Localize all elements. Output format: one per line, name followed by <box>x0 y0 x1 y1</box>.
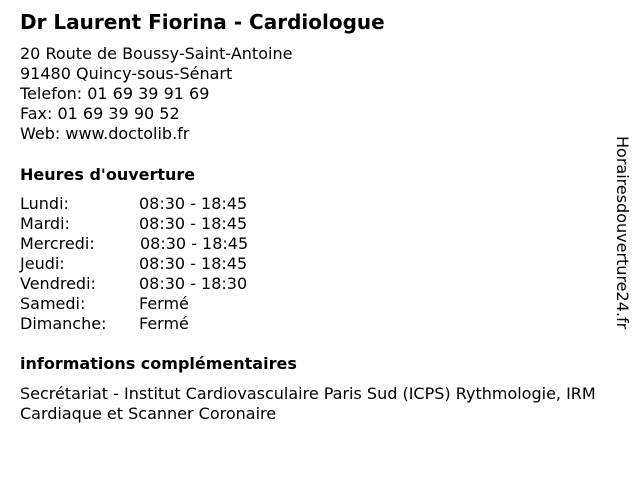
website-link: Web: www.doctolib.fr <box>20 124 190 143</box>
time-value: Fermé <box>139 294 189 313</box>
watermark-text: Horairesdouverture24.fr <box>613 136 632 330</box>
day-label: Mercredi: <box>20 234 95 253</box>
info-description: Secrétariat - Institut Cardiovasculaire Paris Sud (ICPS) Rythmologie, IRM Cardiaque et Scanner Coronaire <box>20 384 596 423</box>
day-label: Samedi: <box>20 294 86 313</box>
day-label: Vendredi: <box>20 274 96 293</box>
time-value: 08:30 - 18:45 <box>139 254 248 273</box>
city-address: 91480 Quincy-sous-Sénart <box>20 64 233 83</box>
fax-number: Fax: 01 69 39 90 52 <box>20 104 180 123</box>
page-title: Dr Laurent Fiorina - Cardiologue <box>20 10 385 34</box>
phone-number: Telefon: 01 69 39 91 69 <box>20 84 210 103</box>
time-value: 08:30 - 18:45 <box>139 194 248 213</box>
time-value: 08:30 - 18:45 <box>140 234 249 253</box>
day-label: Jeudi: <box>20 254 65 273</box>
time-value: Fermé <box>139 314 189 333</box>
time-value: 08:30 - 18:45 <box>139 214 248 233</box>
contact-block <box>20 44 292 144</box>
day-label: Mardi: <box>20 214 70 233</box>
time-value: 08:30 - 18:30 <box>139 274 248 293</box>
street-address: 20 Route de Boussy-Saint-Antoine <box>20 44 293 63</box>
day-label: Dimanche: <box>20 314 107 333</box>
info-heading: informations complémentaires <box>20 354 297 373</box>
hours-heading: Heures d'ouverture <box>20 165 196 184</box>
day-label: Lundi: <box>20 194 69 213</box>
